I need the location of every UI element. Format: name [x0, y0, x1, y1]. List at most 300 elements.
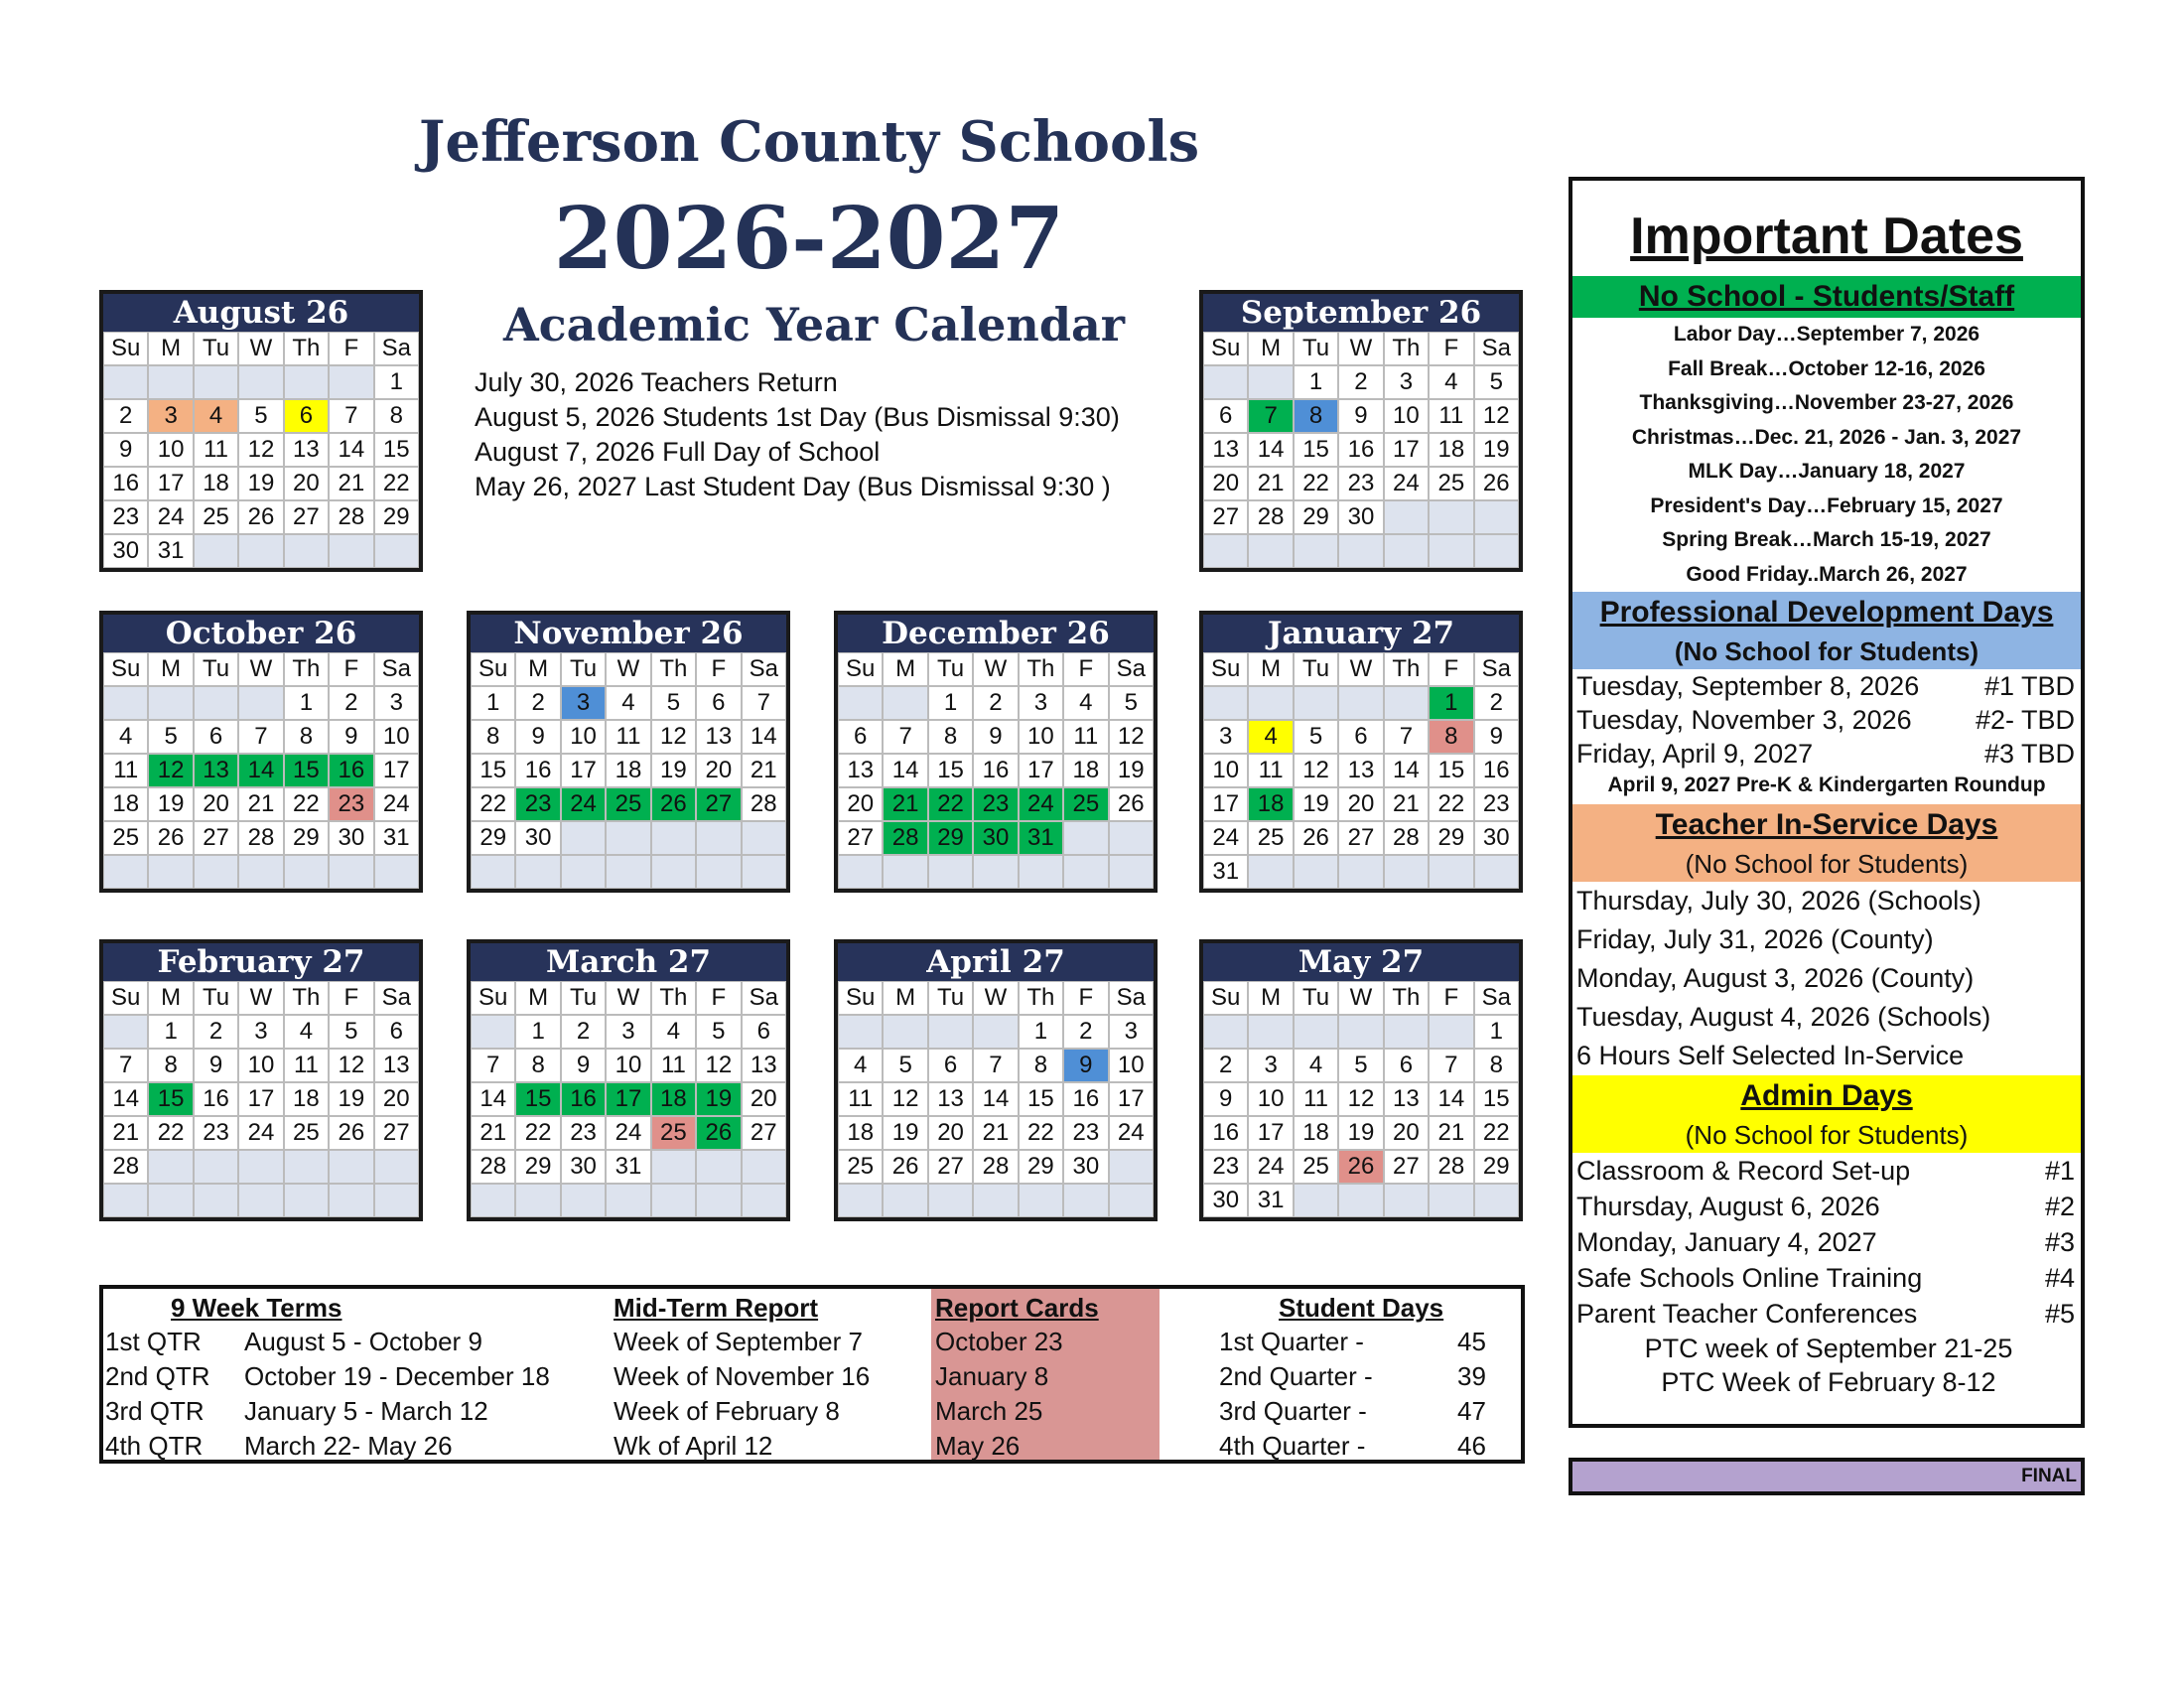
empty-day-cell	[1429, 500, 1473, 534]
empty-day-cell	[148, 365, 193, 399]
weekday-label: F	[1063, 652, 1108, 686]
day-cell: 8	[374, 399, 419, 433]
day-cell: 1	[1019, 1015, 1063, 1049]
day-cell: 15	[928, 754, 973, 787]
month-calendar	[467, 611, 790, 893]
empty-day-cell	[838, 855, 883, 889]
inservice-item: Friday, July 31, 2026 (County)	[1576, 924, 1934, 954]
day-cell: 8	[471, 720, 515, 754]
weekday-label: Sa	[1474, 981, 1519, 1015]
month-calendar	[99, 939, 423, 1221]
day-cell: 4	[1294, 1049, 1338, 1082]
day-cell: 28	[973, 1150, 1018, 1184]
empty-day-cell	[1384, 1184, 1429, 1217]
day-cell: 24	[561, 787, 606, 821]
day-cell: 3	[1248, 1049, 1293, 1082]
day-cell: 26	[651, 787, 696, 821]
empty-day-cell	[194, 534, 238, 568]
day-cell: 1	[148, 1015, 193, 1049]
empty-day-cell	[1429, 1184, 1473, 1217]
day-cell: 15	[1429, 754, 1473, 787]
day-cell: 21	[238, 787, 283, 821]
empty-day-cell	[1294, 686, 1338, 720]
day-cell: 11	[1294, 1082, 1338, 1116]
empty-day-cell	[1429, 1015, 1473, 1049]
weekday-label: M	[1248, 981, 1293, 1015]
day-cell: 24	[148, 500, 193, 534]
day-cell: 8	[515, 1049, 560, 1082]
day-cell: 8	[1294, 399, 1338, 433]
empty-day-cell	[838, 1184, 883, 1217]
day-cell: 10	[238, 1049, 283, 1082]
empty-day-cell	[1203, 686, 1248, 720]
day-cell: 4	[284, 1015, 329, 1049]
org-title: Jefferson County Schools	[418, 109, 1200, 175]
calendar-subtitle: Academic Year Calendar	[502, 298, 1126, 352]
empty-day-cell	[1474, 1184, 1519, 1217]
empty-day-cell	[1384, 855, 1429, 889]
day-cell: 17	[606, 1082, 650, 1116]
weekday-label: Tu	[1294, 332, 1338, 365]
empty-day-cell	[1429, 855, 1473, 889]
weekday-label: Su	[838, 981, 883, 1015]
admin-item	[1572, 1260, 2081, 1296]
day-cell: 6	[928, 1049, 973, 1082]
day-cell: 1	[928, 686, 973, 720]
empty-day-cell	[651, 855, 696, 889]
day-cell: 26	[883, 1150, 927, 1184]
empty-day-cell	[1203, 1015, 1248, 1049]
day-cell: 30	[103, 534, 148, 568]
month-calendar	[99, 290, 423, 572]
empty-day-cell	[238, 534, 283, 568]
weekday-label: F	[329, 981, 373, 1015]
empty-day-cell	[148, 1150, 193, 1184]
day-cell: 11	[1248, 754, 1293, 787]
day-cell: 18	[1429, 433, 1473, 467]
day-cell: 19	[148, 787, 193, 821]
weekday-label: Th	[1019, 652, 1063, 686]
empty-day-cell	[148, 1184, 193, 1217]
empty-day-cell	[374, 1150, 419, 1184]
day-cell: 9	[561, 1049, 606, 1082]
empty-day-cell	[515, 855, 560, 889]
day-cell: 10	[1248, 1082, 1293, 1116]
empty-day-cell	[561, 1184, 606, 1217]
empty-day-cell	[103, 686, 148, 720]
day-cell: 30	[515, 821, 560, 855]
month-name: September 26	[1203, 294, 1519, 332]
item-number: #2	[2044, 1192, 2075, 1221]
day-cell: 25	[1248, 821, 1293, 855]
empty-day-cell	[1248, 1015, 1293, 1049]
terms-header: 9 Week Terms	[171, 1293, 342, 1323]
day-cell: 29	[284, 821, 329, 855]
day-cell: 12	[883, 1082, 927, 1116]
empty-day-cell	[1063, 1184, 1108, 1217]
empty-day-cell	[742, 1184, 786, 1217]
day-cell: 26	[1294, 821, 1338, 855]
day-cell: 19	[329, 1082, 373, 1116]
day-cell: 17	[1109, 1082, 1154, 1116]
day-cell: 3	[1384, 365, 1429, 399]
day-cell: 16	[973, 754, 1018, 787]
weekday-label: Tu	[1294, 981, 1338, 1015]
day-cell: 28	[471, 1150, 515, 1184]
day-cell: 22	[1019, 1116, 1063, 1150]
day-cell: 3	[148, 399, 193, 433]
day-cell: 17	[1384, 433, 1429, 467]
day-cell: 1	[1429, 686, 1473, 720]
day-cell: 9	[1338, 399, 1383, 433]
empty-day-cell	[1474, 855, 1519, 889]
day-cell: 15	[284, 754, 329, 787]
day-cell: 18	[284, 1082, 329, 1116]
month-name: December 26	[838, 615, 1154, 652]
admin-item	[1572, 1224, 2081, 1260]
day-cell: 24	[1248, 1150, 1293, 1184]
empty-day-cell	[329, 1184, 373, 1217]
day-cell: 28	[1429, 1150, 1473, 1184]
day-cell: 25	[1294, 1150, 1338, 1184]
item-text: Tuesday, September 8, 2026	[1576, 671, 1920, 701]
empty-day-cell	[103, 365, 148, 399]
day-cell: 16	[1338, 433, 1383, 467]
day-cell: 9	[1203, 1082, 1248, 1116]
item-number: #2- TBD	[1975, 705, 2075, 735]
item-text: Safe Schools Online Training	[1576, 1263, 1923, 1293]
day-cell: 21	[1384, 787, 1429, 821]
term-dn: 39	[1457, 1361, 1486, 1391]
day-cell: 1	[374, 365, 419, 399]
day-cell: 14	[973, 1082, 1018, 1116]
day-cell: 29	[374, 500, 419, 534]
weekday-label: F	[1429, 332, 1473, 365]
term-mid: Week of September 7	[614, 1327, 863, 1356]
day-cell: 19	[238, 467, 283, 500]
day-cell: 29	[1429, 821, 1473, 855]
weekday-label: Th	[651, 981, 696, 1015]
day-cell: 10	[1203, 754, 1248, 787]
day-cell: 12	[1474, 399, 1519, 433]
day-cell: 13	[374, 1049, 419, 1082]
weekday-label: M	[148, 981, 193, 1015]
weekday-label: Sa	[1109, 981, 1154, 1015]
month-name: October 26	[103, 615, 419, 652]
empty-day-cell	[742, 1150, 786, 1184]
term-q: 2nd QTR	[105, 1361, 210, 1391]
day-cell: 1	[1474, 1015, 1519, 1049]
day-cell: 31	[374, 821, 419, 855]
day-cell: 23	[329, 787, 373, 821]
empty-day-cell	[1203, 365, 1248, 399]
day-cell: 16	[329, 754, 373, 787]
empty-day-cell	[1109, 855, 1154, 889]
empty-day-cell	[194, 855, 238, 889]
weekday-label: W	[606, 652, 650, 686]
day-cell: 21	[329, 467, 373, 500]
item-number: #1 TBD	[1983, 671, 2075, 701]
day-cell: 14	[471, 1082, 515, 1116]
day-cell: 19	[696, 1082, 741, 1116]
day-cell: 15	[1019, 1082, 1063, 1116]
day-cell: 18	[1063, 754, 1108, 787]
day-cell: 7	[1384, 720, 1429, 754]
day-cell: 31	[1019, 821, 1063, 855]
day-cell: 2	[329, 686, 373, 720]
day-cell: 21	[742, 754, 786, 787]
weekday-label: Th	[651, 652, 696, 686]
day-cell: 10	[1384, 399, 1429, 433]
weekday-label: W	[238, 981, 283, 1015]
term-mid: Wk of April 12	[614, 1431, 773, 1461]
day-cell: 3	[1203, 720, 1248, 754]
day-cell: 18	[838, 1116, 883, 1150]
day-cell: 23	[1063, 1116, 1108, 1150]
day-cell: 24	[1203, 821, 1248, 855]
weekday-label: Su	[471, 652, 515, 686]
empty-day-cell	[1338, 1184, 1383, 1217]
term-range: January 5 - March 12	[244, 1396, 488, 1426]
term-dn: 46	[1457, 1431, 1486, 1461]
empty-day-cell	[1338, 686, 1383, 720]
day-cell: 15	[1474, 1082, 1519, 1116]
day-cell: 28	[1384, 821, 1429, 855]
day-cell: 22	[471, 787, 515, 821]
empty-day-cell	[103, 1184, 148, 1217]
day-cell: 22	[284, 787, 329, 821]
day-cell: 19	[1474, 433, 1519, 467]
weekday-label: M	[515, 981, 560, 1015]
roundup-note: April 9, 2027 Pre-K & Kindergarten Roundup	[1607, 774, 2046, 796]
day-cell: 24	[238, 1116, 283, 1150]
day-cell: 11	[1429, 399, 1473, 433]
day-cell: 5	[696, 1015, 741, 1049]
empty-day-cell	[651, 1184, 696, 1217]
weekday-label: W	[973, 981, 1018, 1015]
day-cell: 10	[606, 1049, 650, 1082]
admin-item	[1572, 1296, 2081, 1332]
weekday-label: F	[696, 981, 741, 1015]
key-date: July 30, 2026 Teachers Return	[475, 367, 838, 397]
item-number: #5	[2044, 1299, 2075, 1329]
day-cell: 29	[928, 821, 973, 855]
empty-day-cell	[838, 1015, 883, 1049]
empty-day-cell	[471, 1184, 515, 1217]
term-dq: 3rd Quarter -	[1219, 1396, 1367, 1426]
day-cell: 19	[1109, 754, 1154, 787]
admin-item	[1572, 1153, 2081, 1189]
day-cell: 7	[471, 1049, 515, 1082]
weekday-label: W	[1338, 332, 1383, 365]
day-cell: 2	[561, 1015, 606, 1049]
day-cell: 19	[883, 1116, 927, 1150]
term-q: 3rd QTR	[105, 1396, 205, 1426]
term-dn: 47	[1457, 1396, 1486, 1426]
day-cell: 6	[1384, 1049, 1429, 1082]
day-cell: 7	[329, 399, 373, 433]
empty-day-cell	[928, 1184, 973, 1217]
day-cell: 21	[973, 1116, 1018, 1150]
weekday-label: M	[883, 981, 927, 1015]
day-cell: 21	[883, 787, 927, 821]
item-number: #3	[2044, 1227, 2075, 1257]
month-calendar	[834, 939, 1158, 1221]
day-cell: 24	[606, 1116, 650, 1150]
day-cell: 3	[238, 1015, 283, 1049]
day-cell: 5	[1109, 686, 1154, 720]
empty-day-cell	[329, 534, 373, 568]
empty-day-cell	[1384, 500, 1429, 534]
day-cell: 23	[973, 787, 1018, 821]
empty-day-cell	[1294, 855, 1338, 889]
weekday-label: Sa	[742, 652, 786, 686]
day-cell: 14	[883, 754, 927, 787]
day-cell: 15	[374, 433, 419, 467]
day-cell: 18	[651, 1082, 696, 1116]
empty-day-cell	[284, 1150, 329, 1184]
day-cell: 28	[1248, 500, 1293, 534]
day-cell: 20	[1203, 467, 1248, 500]
day-cell: 14	[1248, 433, 1293, 467]
day-cell: 31	[148, 534, 193, 568]
empty-day-cell	[606, 1184, 650, 1217]
admin-sub: (No School for Students)	[1572, 1117, 2081, 1153]
day-cell: 19	[651, 754, 696, 787]
weekday-label: Su	[103, 332, 148, 365]
inservice-item: 6 Hours Self Selected In-Service	[1576, 1041, 1965, 1070]
weekday-label: Su	[1203, 332, 1248, 365]
term-rc: October 23	[935, 1327, 1063, 1356]
day-cell: 14	[1429, 1082, 1473, 1116]
term-rc: January 8	[935, 1361, 1049, 1391]
day-cell: 6	[742, 1015, 786, 1049]
item-text: Thursday, August 6, 2026	[1576, 1192, 1880, 1221]
year-title: 2026-2027	[553, 189, 1065, 289]
term-q: 1st QTR	[105, 1327, 202, 1356]
admin-header: Admin Days	[1572, 1075, 2081, 1117]
day-cell: 27	[194, 821, 238, 855]
item-text: Friday, April 9, 2027	[1576, 739, 1814, 769]
weekday-label: M	[1248, 332, 1293, 365]
empty-day-cell	[883, 1015, 927, 1049]
empty-day-cell	[838, 686, 883, 720]
day-cell: 23	[194, 1116, 238, 1150]
noschool-item: President's Day…February 15, 2027	[1650, 493, 2003, 517]
day-cell: 2	[1338, 365, 1383, 399]
weekday-label: Su	[1203, 652, 1248, 686]
day-cell: 4	[1429, 365, 1473, 399]
day-cell: 12	[1294, 754, 1338, 787]
day-cell: 4	[194, 399, 238, 433]
day-cell: 17	[1248, 1116, 1293, 1150]
day-cell: 17	[374, 754, 419, 787]
day-cell: 7	[883, 720, 927, 754]
day-cell: 14	[1384, 754, 1429, 787]
empty-day-cell	[883, 686, 927, 720]
empty-day-cell	[1384, 1015, 1429, 1049]
term-mid: Week of November 16	[614, 1361, 871, 1391]
empty-day-cell	[742, 821, 786, 855]
day-cell: 27	[928, 1150, 973, 1184]
weekday-label: Tu	[928, 652, 973, 686]
important-dates-panel	[1569, 177, 2085, 1428]
day-cell: 20	[374, 1082, 419, 1116]
day-cell: 26	[696, 1116, 741, 1150]
weekday-label: Tu	[561, 652, 606, 686]
day-cell: 6	[194, 720, 238, 754]
empty-day-cell	[651, 1150, 696, 1184]
day-cell: 30	[1063, 1150, 1108, 1184]
day-cell: 16	[194, 1082, 238, 1116]
final-badge: FINAL	[1569, 1458, 2085, 1495]
day-cell: 8	[284, 720, 329, 754]
month-calendar	[834, 611, 1158, 893]
day-cell: 22	[148, 1116, 193, 1150]
weekday-label: Th	[284, 981, 329, 1015]
day-cell: 15	[471, 754, 515, 787]
day-cell: 24	[1019, 787, 1063, 821]
empty-day-cell	[238, 1150, 283, 1184]
item-text: Tuesday, November 3, 2026	[1576, 705, 1912, 735]
day-cell: 27	[1203, 500, 1248, 534]
empty-day-cell	[1338, 1015, 1383, 1049]
ptc-item: PTC Week of February 8-12	[1661, 1367, 1996, 1397]
day-cell: 31	[1203, 855, 1248, 889]
empty-day-cell	[238, 855, 283, 889]
day-cell: 20	[284, 467, 329, 500]
day-cell: 9	[103, 433, 148, 467]
day-cell: 10	[561, 720, 606, 754]
day-cell: 23	[561, 1116, 606, 1150]
day-cell: 8	[1429, 720, 1473, 754]
inservice-sub: (No School for Students)	[1572, 846, 2081, 882]
report-cards-header: Report Cards	[935, 1293, 1099, 1323]
day-cell: 30	[561, 1150, 606, 1184]
day-cell: 13	[1203, 433, 1248, 467]
midterm-header: Mid-Term Report	[614, 1293, 819, 1323]
noschool-item: MLK Day…January 18, 2027	[1688, 460, 1966, 483]
day-cell: 13	[1384, 1082, 1429, 1116]
weekday-label: M	[148, 332, 193, 365]
day-cell: 12	[329, 1049, 373, 1082]
day-cell: 21	[103, 1116, 148, 1150]
day-cell: 5	[883, 1049, 927, 1082]
day-cell: 6	[838, 720, 883, 754]
day-cell: 28	[238, 821, 283, 855]
empty-day-cell	[606, 855, 650, 889]
term-rc: May 26	[935, 1431, 1021, 1461]
day-cell: 9	[515, 720, 560, 754]
day-cell: 9	[1063, 1049, 1108, 1082]
noschool-item: Fall Break…October 12-16, 2026	[1668, 356, 1985, 380]
empty-day-cell	[651, 821, 696, 855]
pd-header: Professional Development Days	[1572, 592, 2081, 633]
empty-day-cell	[148, 686, 193, 720]
weekday-label: Tu	[928, 981, 973, 1015]
day-cell: 29	[1294, 500, 1338, 534]
day-cell: 28	[742, 787, 786, 821]
day-cell: 3	[1019, 686, 1063, 720]
day-cell: 25	[194, 500, 238, 534]
day-cell: 30	[973, 821, 1018, 855]
day-cell: 4	[1063, 686, 1108, 720]
item-text: Parent Teacher Conferences	[1576, 1299, 1918, 1329]
weekday-label: W	[606, 981, 650, 1015]
day-cell: 9	[973, 720, 1018, 754]
empty-day-cell	[928, 855, 973, 889]
day-cell: 11	[651, 1049, 696, 1082]
